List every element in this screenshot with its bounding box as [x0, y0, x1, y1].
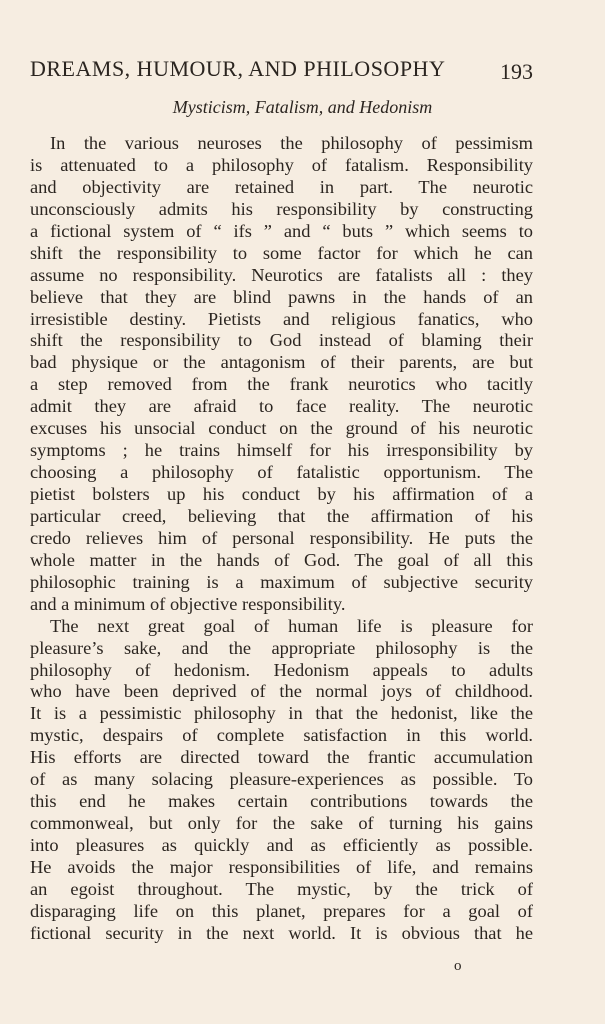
text-line: fictional security in the next world. It is obvious that he: [30, 922, 533, 943]
text-line: particular creed, believing that the affirmation of his: [30, 505, 533, 526]
text-line: is attenuated to a philosophy of fatalism. Responsibility: [30, 154, 533, 175]
text-line: pleasure’s sake, and the appropriate philosophy is the: [30, 637, 533, 658]
text-line: He avoids the major responsibilities of life, and remains: [30, 856, 533, 877]
text-line: credo relieves him of personal responsibility. He puts the: [30, 527, 533, 548]
section-title: Mysticism, Fatalism, and Hedonism: [172, 97, 433, 117]
text-line: pietist bolsters up his conduct by his affirmation of a: [30, 484, 533, 504]
text-line: mystic, despairs of complete satisfaction in this world.: [30, 725, 533, 746]
running-title: DREAMS, HUMOUR, AND PHILOSOPHY: [30, 56, 446, 81]
text-line: The next great goal of human life is pleasure for: [50, 615, 533, 636]
body-text: [30, 133, 533, 945]
text-line: symptoms ; he trains himself for his irresponsibility by: [30, 440, 533, 461]
text-line: and a minimum of objective responsibility.: [30, 593, 346, 614]
text-line: It is a pessimistic philosophy in that the hedonist, like the: [30, 703, 533, 724]
text-line: unconsciously admits his responsibility by constructing: [30, 198, 533, 219]
text-line: and objectivity are retained in part. The neurotic: [30, 176, 533, 197]
text-line: into pleasures as quickly and as efficiently as possible.: [30, 835, 533, 855]
text-line: shift the responsibility to God instead of blaming their: [30, 330, 533, 351]
text-line: an egoist throughout. The mystic, by the trick of: [30, 878, 533, 899]
text-line: of as many solacing pleasure-experiences as possible. To: [30, 769, 533, 790]
text-line: choosing a philosophy of fatalistic opportunism. The: [30, 462, 533, 483]
text-line: commonweal, but only for the sake of turning his gains: [30, 813, 533, 834]
text-line: who have been deprived of the normal joys of childhood.: [30, 681, 533, 702]
text-line: assume no responsibility. Neurotics are fatalists all : they: [30, 264, 533, 285]
text-line: this end he makes certain contributions towards the: [30, 791, 533, 812]
text-line: philosophy of hedonism. Hedonism appeals to adults: [30, 659, 533, 680]
text-line: a step removed from the frank neurotics who tacitly: [30, 374, 533, 395]
text-line: irresistible destiny. Pietists and religious fanatics, who: [30, 308, 533, 329]
text-line: philosophic training is a maximum of subjective security: [30, 571, 533, 592]
text-line: believe that they are blind pawns in the hands of an: [30, 286, 533, 307]
text-line: disparaging life on this planet, prepares for a goal of: [30, 900, 533, 921]
text-line: a fictional system of “ ifs ” and “ buts ” which seems to: [30, 220, 533, 241]
text-line: His efforts are directed toward the frantic accumulation: [30, 747, 533, 768]
text-line: shift the responsibility to some factor for which he can: [30, 242, 533, 263]
text-line: admit they are afraid to face reality. The neurotic: [30, 396, 533, 417]
text-line: whole matter in the hands of God. The goal of all this: [30, 549, 533, 570]
signature-mark: o: [454, 958, 462, 974]
text-line: In the various neuroses the philosophy of pessimism: [50, 133, 533, 153]
text-line: bad physique or the antagonism of their parents, are but: [30, 352, 533, 373]
text-line: excuses his unsocial conduct on the ground of his neurotic: [30, 418, 533, 439]
page-number: 193: [500, 59, 533, 84]
